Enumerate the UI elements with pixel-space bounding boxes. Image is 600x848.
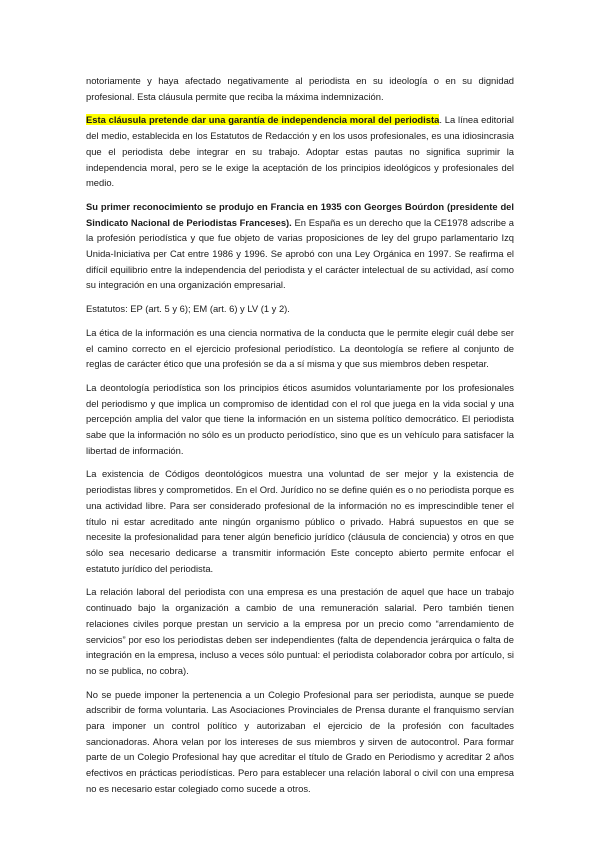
paragraph-7	[86, 466, 514, 576]
paragraph-5	[86, 325, 514, 372]
bold-sentence: Su primer reconocimiento se produjo en Francia en 1935 con Georges Boúrdon (presidente del Sindicato Nacional de Periodistas Franceses).	[86, 200, 514, 228]
paragraph-3	[86, 199, 514, 293]
paragraph-3-text: En España es un derecho que la CE1978 adscribe a la profesión periodística y que fue objeto de varias proposiciones de ley del grupo parlamentario Izq Unida-Iniciativa per Cat entre 1986 y 1996. Se aprobó con una Ley Orgánica en 1997. Se reafirma el difícil equilibrio entre la independencia del periodista y el carácter intelectual de su actividad, así como su integración en una organización empresarial.	[86, 216, 514, 291]
paragraph-5-text: La ética de la información es una ciencia normativa de la conducta que le permite elegir cuál debe ser el camino correcto en el ejercicio profesional periodístico. La deontología se refiere al conjunto de reglas de carácter ético que una profesión se da a sí misma y que sus miembros deben respetar.	[86, 326, 514, 370]
paragraph-7-text: La existencia de Códigos deontológicos muestra una voluntad de ser mejor y la existencia de periodistas libres y comprometidos. En el Ord. Jurídico no se define quién es o no periodista porque es una actividad libre. Para ser considerado profesional de la información no es imprescindible tener el título ni estar acreditado ante ningún organismo público o privado. Habrá supuestos en que se necesite la profesionalidad para tener algún beneficio jurídico (cláusula de conciencia) y otros en que sólo sea necesario dedicarse a transmitir información Este concepto abierto permite enfocar el estatuto jurídico del periodista.	[86, 468, 514, 574]
paragraph-8	[86, 584, 514, 678]
document-page	[86, 73, 514, 805]
paragraph-8-text: La relación laboral del periodista con una empresa es una prestación de aquel que hace un trabajo continuado bajo la organización a cambio de una remuneración salarial. Pero también tienen relaciones civiles porque prestan un servicio a la empresa por un precio como “arrendamiento de servicios” por eso los periodistas deben ser independientes (falta de dependencia jerárquica o falta de integración en la empresa, incluso a veces sólo puntual: el periodista colaborador cobra por artículo, si no se publica, no cobra).	[86, 586, 514, 676]
paragraph-9	[86, 687, 514, 797]
paragraph-4	[86, 301, 514, 317]
paragraph-1	[86, 73, 514, 104]
paragraph-9-text: No se puede imponer la pertenencia a un Colegio Profesional para ser periodista, aunque se puede adscribir de forma voluntaria. Las Asociaciones Provinciales de Prensa durante el franquismo servían para imponer un control político y autorizaban el ejercicio de la profesión con facultades sancionadoras. Ahora velan por los intereses de sus miembros y sirven de autocontrol. Para formar parte de un Colegio Profesional hay que acreditar el título de Grado en Periodismo y acreditar 2 años efectivos en prácticas periodísticas. Pero para establecer una relación laboral o civil con una empresa no es necesario estar colegiado como sucede a otros.	[86, 688, 514, 794]
highlighted-sentence: Esta cláusula pretende dar una garantía de independencia moral del periodista	[86, 114, 440, 126]
paragraph-1-text: notoriamente y haya afectado negativamente al periodista en su ideología o en su dignidad profesional. Esta cláusula permite que reciba la máxima indemnización.	[86, 75, 514, 102]
paragraph-2-text: . La línea editorial del medio, establecida en los Estatutos de Redacción y en los usos profesionales, es una idiosincrasia que el periodista debe integrar en su trabajo. Adoptar estas pautas no significa suprimir la independencia moral, pero se le exige la aceptación de los principios ideológicos y profesionales del medio.	[86, 114, 514, 189]
statutes-line: Estatutos: EP (art. 5 y 6); EM (art. 6) y LV (1 y 2).	[86, 303, 290, 315]
paragraph-6	[86, 380, 514, 459]
paragraph-2	[86, 112, 514, 191]
paragraph-6-text: La deontología periodística son los principios éticos asumidos voluntariamente por los profesionales del periodismo y que implica un compromiso de identidad con el rol que juega en la vida social y una percepción amplia del valor que tiene la información en un sistema político democrático. El periodista sabe que la información no sólo es un producto periodístico, sino que es un vehículo para satisfacer la libertad de información.	[86, 381, 514, 456]
